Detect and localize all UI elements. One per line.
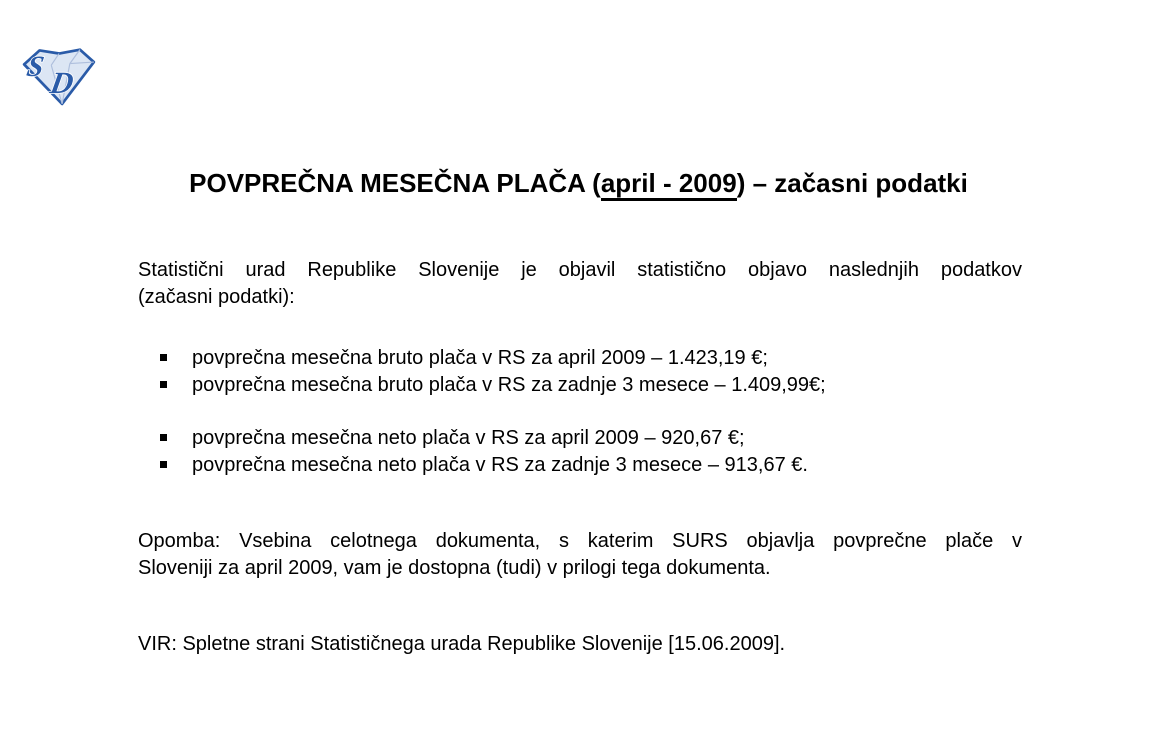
bullet-item-neto-april xyxy=(138,425,1022,452)
bullet-text: povprečna mesečna bruto plača v RS za zadnje 3 mesece – 1.409,99€; xyxy=(192,374,826,396)
bullet-list-neto xyxy=(138,425,1022,479)
source-line: VIR: Spletne strani Statističnega urada Republike Slovenije [15.06.2009]. xyxy=(138,633,786,655)
bullet-item-bruto-april xyxy=(138,345,1022,372)
intro-paragraph xyxy=(138,257,1022,311)
logo-letter-s: S xyxy=(24,51,47,83)
title-underlined-date: april - 2009 xyxy=(601,168,737,201)
note-line-1: Opomba: Vsebina celotnega dokumenta, s katerim SURS objavlja povprečne plače v xyxy=(138,530,1022,552)
intro-line-2: (začasni podatki): xyxy=(138,286,295,308)
note-paragraph xyxy=(138,528,1022,582)
bullet-text: povprečna mesečna bruto plača v RS za april 2009 – 1.423,19 €; xyxy=(192,347,768,369)
bullet-text: povprečna mesečna neto plača v RS za zadnje 3 mesece – 913,67 €. xyxy=(192,454,808,476)
title-prefix: POVPREČNA MESEČNA PLAČA ( xyxy=(189,168,601,198)
bullet-item-bruto-3-mesece xyxy=(138,372,1022,399)
page-title xyxy=(0,167,1157,199)
logo-letter-d: D xyxy=(47,65,77,100)
bullet-item-neto-3-mesece xyxy=(138,452,1022,479)
title-suffix: ) – začasni podatki xyxy=(736,168,968,198)
sd-logo-graphic xyxy=(20,45,98,107)
intro-line-1: Statistični urad Republike Slovenije je objavil statistično objavo naslednjih podatkov xyxy=(138,259,1022,281)
bullet-square-icon xyxy=(160,354,167,361)
bullet-square-icon xyxy=(160,461,167,468)
bullet-text: povprečna mesečna neto plača v RS za april 2009 – 920,67 €; xyxy=(192,427,745,449)
note-line-2: Sloveniji za april 2009, vam je dostopna (tudi) v prilogi tega dokumenta. xyxy=(138,557,771,579)
bullet-square-icon xyxy=(160,381,167,388)
bullet-list-bruto xyxy=(138,345,1022,399)
sd-logo xyxy=(20,45,98,107)
bullet-square-icon xyxy=(160,434,167,441)
